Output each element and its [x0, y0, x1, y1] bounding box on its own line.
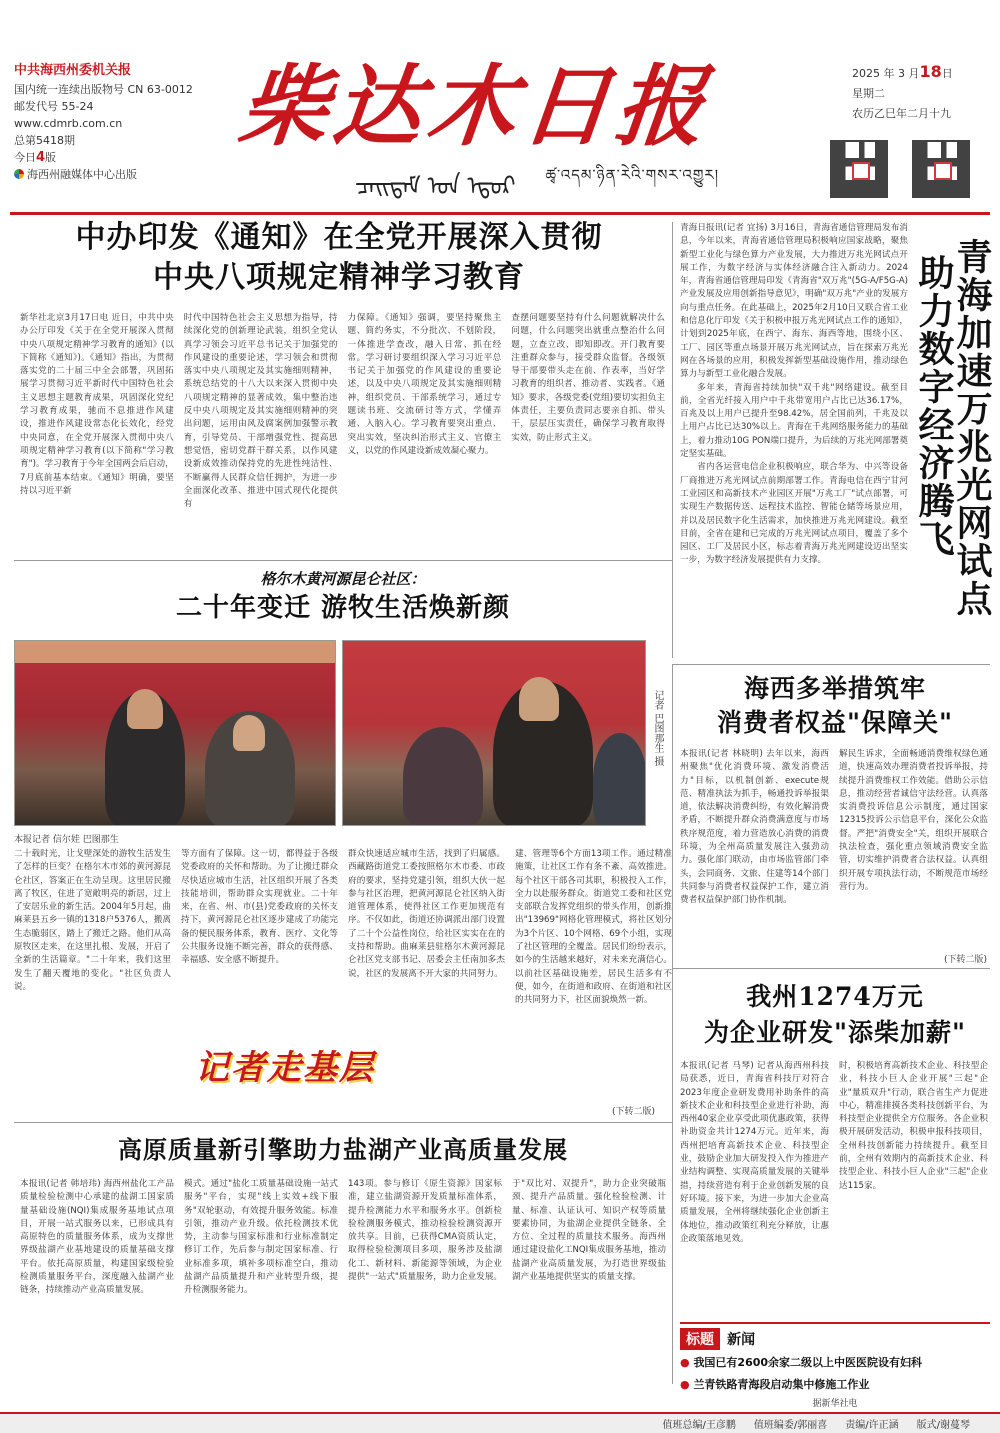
- rd-headline-2: 为企业研发"添柴加薪": [703, 1018, 967, 1047]
- feature-kicker: 格尔木黄河源昆仑社区：: [260, 570, 426, 588]
- feature-byline: 本报记者 信尔娃 巴图那生: [14, 835, 119, 845]
- title-mongolian: ᠴᠠᠢᠳᠠᠮ ᠤᠨ ᠡᠳᠦᠷ: [355, 171, 516, 202]
- feature-headline: 二十年变迁 游牧生活焕新颜: [175, 593, 511, 623]
- duty-director: 值班编委/郭丽喜: [753, 1420, 828, 1431]
- page-footer: [0, 1412, 1000, 1433]
- decor-banner: [15, 641, 336, 663]
- publisher: 海西州融媒体中心出版: [14, 166, 224, 183]
- column-divider: [672, 664, 673, 1384]
- rd-headline-1: 我州1274万元: [746, 982, 924, 1011]
- lead-col-4: 查摆问题要坚持有什么问题就解决什么问题，什么问题突出就重点整治什么问题，立查立改、即知即改。开门教育要注重群众参与，接受群众监督。各级领导干部要带头走在前、作表率，当好学习教育的组织者、推动者、实践者。《通知》要求，各级党委(党组)要切实担负主体责任，主要负责同志要亲自抓、带头干，层层压实责任，确保学习教育取得实效，防止形式主义。: [511, 313, 665, 443]
- haixi-body: [680, 748, 988, 946]
- salt-body: [20, 1178, 666, 1408]
- masthead-info: [14, 62, 224, 183]
- section-rule: [14, 560, 672, 561]
- person-figure: [403, 727, 483, 826]
- person-face: [519, 677, 559, 721]
- qr-code-icon[interactable]: [830, 140, 888, 198]
- haixi-headline-2: 消费者权益"保障关": [716, 708, 954, 737]
- date: 2025 年 3 月18日: [852, 62, 953, 81]
- lead-col-1: 新华社北京3月17日电 近日，中共中央办公厅印发《关于在全党开展深入贯彻中央八项规定精神学习教育的通知》(以下简称《通知》)。《通知》指出，为贯彻落实党的二十届三中全会部署，巩固拓展学习贯彻习近平新时代中国特色社会主义思想主题教育成果，巩固深化党纪学习教育成果，驰而不息推进作风建设，推进作风建设常态化长效化，经党中央同意，在全党开展深入贯彻中央八项规定精神学习教育(以下简称"学习教育")。学习教育于今年全国两会后启动，7月底前基本结束。《通知》明确，要坚持以习近平新: [20, 313, 174, 496]
- issue-total: 总第5418期: [14, 134, 75, 147]
- title-tibetan: ཚྭ་འདམ་ཉིན་རེའི་གསར་འགྱུར།: [545, 166, 720, 184]
- photo-credit: 记者 巴图那生 摄: [652, 690, 663, 767]
- feature-photo-2: [342, 640, 646, 826]
- salt-col-2: 模式。通过"盐化工质量基础设施一站式服务"平台，实现"线上实效+线下服务"双轮驱动，有效提升服务效能。标准引领，推动产业升级。依托检测技术优势，主动参与国家标准和行业标准制定修订工作，先后参与制定国家标准、行业标准多项，填补多项标准空白，推动盐湖产品质量提升和产业转型升级，提升检测服务能力。: [184, 1179, 338, 1296]
- news-box-tag-label: 标题: [680, 1328, 720, 1350]
- qr-code-icon[interactable]: [912, 140, 970, 198]
- haixi-headline-1: 海西多举措筑牢: [743, 674, 926, 703]
- feature-photo-1: [14, 640, 336, 826]
- news-item[interactable]: ● 我国已有2600余家二级以上中医医院设有妇科: [680, 1352, 990, 1374]
- headline-news-box: [680, 1322, 990, 1410]
- news-list: [680, 1352, 990, 1396]
- salt-headline: 高原质量新引擎助力盐湖产业高质量发展: [118, 1135, 568, 1164]
- editor: 责编/许正涵: [845, 1420, 899, 1431]
- feature-col-3: 群众快速适应城市生活，找到了归属感。西藏路街道党工委按照格尔木市委、市政府的要求，坚持党建引领，组织大伙一起参与社区治理，把黄河源昆仑社区纳入街道管理体系，使得社区工作更加规范有序。不仅如此，街道还协调派出部门设置了二十个公益性岗位，给社区实实在在的支持和帮助。曲麻莱县驻格尔木黄河源昆仑社区党支部书记、居委会主任南加多杰说，社区的发展离不开大家的共同努力。: [348, 849, 505, 979]
- title-scripts: [355, 166, 835, 202]
- section-rule: [672, 968, 990, 969]
- salt-col-3: 143项。参与修订《原生资源》国家标准，建立盐湖资源开发质量标准体系，提升检测能力水平和服务水平。创新检验检测服务模式，推动检验检测资源开放共享。目前，已获得CMA资质认定，取得检验检测项目多项，服务涉及盐湖化工、新材料、新能源等领域，为企业提供"一站式"质量服务，助力企业发展。: [348, 1179, 502, 1283]
- cn-code: 国内统一连续出版物号 CN 63-0012: [14, 83, 193, 96]
- masthead-rule: [10, 212, 990, 215]
- lunar-date: 农历乙巳年二月十九: [852, 107, 951, 120]
- salt-col-4: 于"双比对、双提升"，助力企业突破瓶颈、提升产品质量。强化检验检测、计量、标准、认证认可、知识产权等质量要素协同，为盐湖企业提供全链条、全方位、全过程的质量技术服务。海西州通过建设盐化工NQI集成服务基地，推动盐湖产业高质量发展，为打造世界级盐湖产业基地提供坚实的质量支撑。: [512, 1179, 666, 1283]
- feature-col-2: 等方面有了保障。这一切，都得益于各级党委政府的关怀和帮助。为了让搬迁群众尽快适应城市生活，社区组织开展了各类技能培训，帮助群众实现就业。二十年来，在省、州、市(县)党委政府的关怀支持下，黄河源昆仑社区逐步建成了功能完备的便民服务体系，教育、医疗、文化等公共服务设施不断完善，群众的获得感、幸福感、安全感不断提升。: [181, 849, 338, 966]
- rd-col-2: 时，积极培育高新技术企业、科技型企业，科技小巨人企业开展"三起"企业"量质双升"行动，联合省生产力促进中心，精准排摸各类科技创新平台，为科技型企业提供全方位服务。各企业积极开展研发活动，积极申报科技项目，全州科技创新能力持续提升。截至目前，全州有效期内的高新技术企业、科技型企业、科技小巨人企业"三起"企业达115家。: [839, 1061, 988, 1191]
- rd-col-1: 本报讯(记者 马琴) 记者从海西州科技局获悉，近日，青海省科技厅对符合2023年度企业研发费用补助条件的高新技术企业和科技型企业进行补助，海西州40家企业享受此项优惠政策，获得补助资金共计1274万元。近年来，海西州把培育高新技术企业、科技型企业，鼓励企业加大研发投入作为推进产业结构调整、实现高质量发展的关键举措，持续营造有利于企业创新发展的良好环境。接下来，为进一步加大企业高质量发展，全州将继续强化企业创新主体地位，推动政策红利充分释放，让惠企政策落地见效。: [680, 1061, 829, 1244]
- news-box-tag: [680, 1328, 990, 1350]
- lead-col-3: 力保障。《通知》强调，要坚持聚焦主题、简约务实，不分批次、不划阶段，一体推进学查改，融入日常、抓在经常。学习研讨要组织深入学习习近平总书记关于加强党的作风建设的重要论述，以及中央八项规定及其实施细则精神，组织党员、干部系统学习，通过专题读书班、交流研讨等方式，学懂弄通、入脑入心。学习教育要突出重点、突出实效，坚决纠治形式主义、官僚主义，以党的作风建设新成效凝心聚力。: [347, 313, 502, 456]
- lead-body: [20, 312, 665, 558]
- duty-editor: 值班总编/王彦鹏: [662, 1420, 736, 1431]
- feature-continue: (下转二版): [612, 1107, 656, 1117]
- broadband-para-2: 多年来，青海省持续加快"双千兆"网络建设。截至目前，全省光纤接入用户中千兆带宽用户占比已达36.17%，百兆及以上用户已提升至98.42%，居全国前列，千兆及以上用户占比已达30%以上。青海在千兆网络服务能力的基础上，着力推动10G PON端口提升，为后续的万兆光网部署奠定坚实基础。: [680, 382, 908, 460]
- postal-code: 邮发代号 55-24: [14, 100, 94, 113]
- column-divider: [672, 222, 673, 658]
- media-center-logo-icon: [14, 169, 24, 179]
- person-face: [233, 715, 265, 751]
- rd-body: [680, 1060, 988, 1316]
- broadband-para-1: 青海日报讯(记者 宜扬) 3月16日，青海省通信管理局发布消息，今年以来，青海省通信管理局积极响应国家战略，聚焦新型工业化与绿色算力产业发展，大力推进万兆光网试点开展工作，为数字经济与实体经济融合注入新动力。2024年，青海省通信管理局印发《青海省"双万兆"(5G-A/F5G-A)产业发展及应用创新指导意见》，明确"双万兆"产业的发展方向与重点任务。在此基础上，2025年2月10日又联合省工业和信息化厅印发《关于积极申报万兆光网试点工作的通知》，计划到2025年底，在西宁、海东、海西等地，围绕小区、工厂、园区等重点场景开展万兆光网试点，旨在探索万兆光网在各场景的应用，积极发挥新型基础设施作用，推动绿色算力与新型工业化融合发展。: [680, 223, 908, 380]
- broadband-para-3: 省内各运营电信企业积极响应，联合华为、中兴等设备厂商推进万兆光网试点前期部署工作。青海电信在西宁甘河工业园区和高新技术产业园区开展"万兆工厂"试点部署，可实现生产数据传送、远程技术监控、智能仓储等场景应用，并以及居民数字化生活需求，加快推进万兆光网建设。截至目前，全省在建和已完成的万兆光网试点项目，覆盖了多个园区、工厂及居民小区，标志着青海万兆光网建设迈出坚实一步，为数字经济发展提供有力支撑。: [680, 462, 908, 566]
- section-rule: [14, 1122, 672, 1123]
- section-rule: [672, 664, 990, 665]
- lead-headline-2: 中央八项规定精神学习教育: [153, 260, 525, 295]
- person-figure: [593, 733, 646, 826]
- news-source: 据新华社电: [812, 1399, 858, 1409]
- broadband-headline-2: 助力数字经济腾飞: [913, 254, 955, 558]
- haixi-continue: (下转二版): [944, 955, 988, 965]
- person-face: [127, 689, 163, 729]
- party-org: 中共海西州委机关报: [14, 63, 132, 78]
- lead-col-2: 时代中国特色社会主义思想为指导，持续深化党的创新理论武装，组织全党认真学习领会习近平总书记关于加强党的作风建设的重要论述，学习领会和贯彻落实中央八项规定及其实施细则精神，系统总结党的十八大以来深入贯彻中央八项规定精神的显著成效，集中整治违反中央八项规定及其实施细则精神的突出问题，运用由风及腐案例加强警示教育，引导党员、干部增强党性、提高思想觉悟，密切党群干群关系，以作风建设新成效推动保持党的先进性纯洁性、不断赢得人民群众信任拥护，为进一步全面深化改革、推进中国式现代化提供有: [183, 313, 338, 510]
- haixi-col-1: 本报讯(记者 林晓明) 去年以来，海西州聚焦"优化消费环境、激发消费活力"目标，以机制创新、execute规范、精准执法为抓手，畅通投诉举报渠道，依法解决消费纠纷，有效化解消费矛盾，不断提升群众消费满意度与市场秩序规范度，着力营造放心消费的消费环境，为全州高质量发展注入强劲动力。强化部门联动，由市场监管部门牵头，会同商务、文旅、住建等14个部门共同参与消费者权益保护工作，建立消费者权益保护部门协作机制。: [680, 749, 829, 906]
- feature-col-4: 建、管理等6个方面13项工作。通过精准施策，让社区工作有条不紊、高效推进。每个社区干部各司其职，积极投入工作，全力以赴服务群众。街道党工委和社区党支部联合发挥党组织的带头作用，创新推出"13969"网格化管理模式，将社区划分为3个片区、10个网格、69个小组，实现了社区管理的全覆盖。居民们纷纷表示，如今的生活越来越好，对未来充满信心。以前社区基础设施差，居民生活多有不便，如今，在街道和政府、在街道和社区的共同努力下，社区面貌焕然一新。: [515, 849, 672, 1006]
- weekday: 星期二: [852, 87, 885, 100]
- news-box-tag-label-2: 新闻: [727, 1332, 756, 1348]
- broadband-body: [680, 222, 908, 658]
- reporter-banner: 记者走基层: [195, 1040, 465, 1084]
- haixi-col-2: 解民生诉求，全面畅通消费维权绿色通道，快速高效办理消费者投诉举报，持续提升消费维权工作效能。借助公示信息，推动经营者诚信守法经营。认真落实消费投诉信息公示制度，通过国家12315投诉公示信息平台，深化公众监督。严把"消费安全"关，组织开展联合执法检查，强化重点领域消费安全监管，切实维护消费者合法权益。认真组织开展专项执法行动，不断规范市场经营行为。: [839, 749, 988, 892]
- news-item[interactable]: ● 兰青铁路青海段启动集中修施工作业: [680, 1374, 990, 1396]
- feature-col-1: 二十载时光，让戈壁深处的游牧生活发生了怎样的巨变？在格尔木市郊的黄河源昆仑社区，答案正在生动呈现。这里居民搬离了牧区，住进了宽敞明亮的新居，过上了安居乐业的新生活。2004年5月起，曲麻莱县五乡一镇的1318户5376人，搬离生态脆弱区，踏上了搬迁之路。他们从高原牧区走来，在这里扎根、发展，开启了全新的生活篇章。"二十年来，我们这里发生了翻天覆地的变化。"社区负责人说。: [14, 849, 171, 992]
- salt-col-1: 本报讯(记者 韩培玮) 海西州盐化工产品质量检验检测中心承建的盐湖工国家质量基础设施(NQI)集成服务基地试点项目，开展一站式服务以来，已形成具有高原特色的质量服务体系，成为支撑世界级盐湖产业基地建设的质量基础支撑平台。依托高原质量，构建国家级检验检测质量服务平台，深度融入盐湖产业链条，持续推动产业高质量发展。: [20, 1179, 174, 1296]
- designer: 版式/谢蔓琴: [916, 1420, 970, 1431]
- newspaper-title: 柴达木日报: [234, 54, 716, 158]
- broadband-headline-1: 青海加速万兆光网试点: [951, 238, 993, 618]
- website-link[interactable]: www.cdmrb.com.cn: [14, 117, 123, 130]
- lead-headline-1: 中办印发《通知》在全党开展深入贯彻: [75, 220, 603, 255]
- date-box: [852, 62, 992, 124]
- page-count: 今日4版: [14, 150, 57, 165]
